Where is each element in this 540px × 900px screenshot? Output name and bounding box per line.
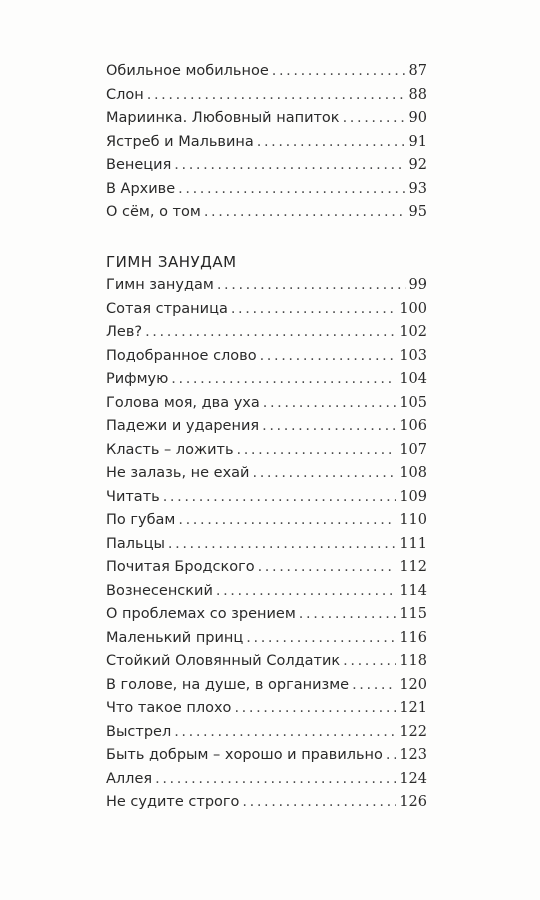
toc-entry	[106, 392, 427, 416]
toc-entry-page: 115	[399, 606, 427, 622]
toc-entry	[106, 107, 427, 131]
dot-leader	[147, 84, 406, 108]
section-heading: ГИМН ЗАНУДАМ	[106, 253, 237, 271]
toc-entry	[106, 368, 427, 392]
toc-entry-title: Рифмую	[106, 371, 169, 387]
toc-entry-page: 88	[408, 86, 427, 103]
toc-entry-title: Обильное мобильное	[106, 63, 269, 79]
toc-section-b	[106, 250, 427, 815]
dot-leader	[217, 274, 406, 298]
toc-entry-page: 112	[399, 559, 427, 575]
toc-entry	[106, 533, 427, 557]
toc-entry	[106, 768, 427, 792]
dot-leader	[145, 321, 396, 345]
toc-entry-title: О проблемах со зрением	[106, 606, 296, 622]
dot-leader	[262, 415, 396, 439]
toc-entry-title: Класть – ложить	[106, 441, 234, 458]
toc-entry-page: 120	[399, 676, 427, 693]
toc-entry-page: 90	[408, 110, 427, 126]
toc-entry-title: Не судите строго	[106, 794, 240, 810]
toc-entry-title: Стойкий Оловянный Солдатик	[106, 653, 341, 669]
dot-leader	[171, 368, 396, 392]
dot-leader	[204, 201, 406, 225]
dot-leader	[343, 650, 396, 674]
toc-entry-page: 91	[408, 133, 427, 150]
dot-leader	[258, 556, 397, 580]
toc-entry	[106, 580, 427, 604]
toc-entry	[106, 650, 427, 674]
dot-leader	[352, 674, 396, 698]
toc-entry	[106, 154, 427, 178]
toc-entry-title: Пальцы	[106, 535, 165, 552]
dot-leader	[343, 107, 406, 131]
toc-entry	[106, 201, 427, 225]
toc-entry-title: Мариинка. Любовный напиток	[106, 110, 340, 126]
toc-entry	[106, 603, 427, 627]
dot-leader	[386, 744, 396, 768]
toc-entry	[106, 627, 427, 651]
toc-entry-page: 116	[399, 629, 427, 646]
dot-leader	[178, 509, 396, 533]
toc-entry-page: 111	[399, 535, 427, 552]
toc-entry-title: Лев?	[106, 324, 143, 340]
toc-entry	[106, 60, 427, 84]
toc-section-a	[106, 60, 427, 225]
toc-entry-title: Не залазь, не ехай	[106, 465, 250, 481]
toc-entry-title: Подобранное слово	[106, 347, 257, 364]
toc-entry	[106, 486, 427, 510]
toc-entry-title: О сём, о том	[106, 204, 201, 220]
toc-entry	[106, 131, 427, 155]
toc-entry	[106, 674, 427, 698]
dot-leader	[263, 392, 397, 416]
toc-entry-title: Маленький принц	[106, 629, 244, 646]
dot-leader	[231, 298, 396, 322]
toc-entry	[106, 345, 427, 369]
toc-entry-page: 114	[399, 582, 427, 599]
toc-entry-title: В Архиве	[106, 180, 176, 197]
toc-entry	[106, 321, 427, 345]
toc-entry-title: Ястреб и Мальвина	[106, 133, 254, 150]
toc-entry-page: 121	[399, 700, 427, 716]
toc-entry	[106, 744, 427, 768]
toc-entry-page: 103	[399, 347, 427, 364]
toc-entry-page: 118	[399, 653, 427, 669]
toc-entry-title: Венеция	[106, 157, 172, 173]
toc-entry-page: 110	[399, 512, 427, 528]
toc-entry-page: 109	[399, 488, 427, 505]
toc-entry	[106, 791, 427, 815]
toc-entry	[106, 697, 427, 721]
toc-entry-title: Сотая страница	[106, 300, 228, 317]
toc-entry-title: Что такое плохо	[106, 700, 232, 716]
dot-leader	[299, 603, 397, 627]
toc-entry-title: Быть добрым – хорошо и правильно	[106, 747, 383, 763]
toc-entry-title: Аллея	[106, 770, 153, 787]
toc-entry-page: 102	[399, 324, 427, 340]
dot-leader	[174, 154, 405, 178]
toc-entry	[106, 178, 427, 202]
dot-leader	[252, 462, 396, 486]
toc-entry	[106, 415, 427, 439]
toc-entry-title: Гимн занудам	[106, 277, 214, 293]
toc-entry-page: 87	[408, 63, 427, 79]
dot-leader	[257, 131, 406, 155]
toc-entry-title: По губам	[106, 512, 176, 528]
toc-entry-page: 104	[399, 371, 427, 387]
dot-leader	[216, 580, 396, 604]
toc-entry-title: Почитая Бродского	[106, 559, 255, 575]
dot-leader	[178, 178, 405, 202]
toc-entry-page: 123	[399, 747, 427, 763]
toc-entry	[106, 439, 427, 463]
toc-entry-title: В голове, на душе, в организме	[106, 676, 350, 693]
dot-leader	[260, 345, 397, 369]
toc-entry-page: 122	[399, 723, 427, 740]
toc-entry-page: 99	[408, 277, 427, 293]
toc-entry-title: Падежи и ударения	[106, 418, 260, 434]
toc-entry-page: 126	[399, 794, 427, 810]
dot-leader	[242, 791, 396, 815]
dot-leader	[237, 439, 397, 463]
dot-leader	[246, 627, 396, 651]
toc-entry-title: Голова моя, два уха	[106, 394, 260, 411]
toc-entry	[106, 84, 427, 108]
toc-entry-page: 92	[408, 157, 427, 173]
toc-entry-page: 93	[408, 180, 427, 197]
toc-entry-title: Вознесенский	[106, 582, 213, 599]
toc-entry-page: 107	[399, 441, 427, 458]
dot-leader	[168, 533, 396, 557]
toc-entry	[106, 462, 427, 486]
toc-entry-page: 95	[408, 204, 427, 220]
toc-entry-title: Читать	[106, 488, 160, 505]
toc-entry	[106, 274, 427, 298]
toc-entry-title: Слон	[106, 86, 144, 103]
dot-leader	[155, 768, 396, 792]
dot-leader	[174, 721, 396, 745]
toc-entry-page: 106	[399, 418, 427, 434]
toc-entry	[106, 556, 427, 580]
dot-leader	[234, 697, 396, 721]
toc-entry-page: 105	[399, 394, 427, 411]
toc-entry	[106, 298, 427, 322]
toc-entry	[106, 721, 427, 745]
toc-entry	[106, 509, 427, 533]
toc-entry-page: 100	[399, 300, 427, 317]
dot-leader	[272, 60, 406, 84]
toc-entry-title: Выстрел	[106, 723, 172, 740]
toc-entry-page: 108	[399, 465, 427, 481]
dot-leader	[163, 486, 397, 510]
toc-entry-page: 124	[399, 770, 427, 787]
